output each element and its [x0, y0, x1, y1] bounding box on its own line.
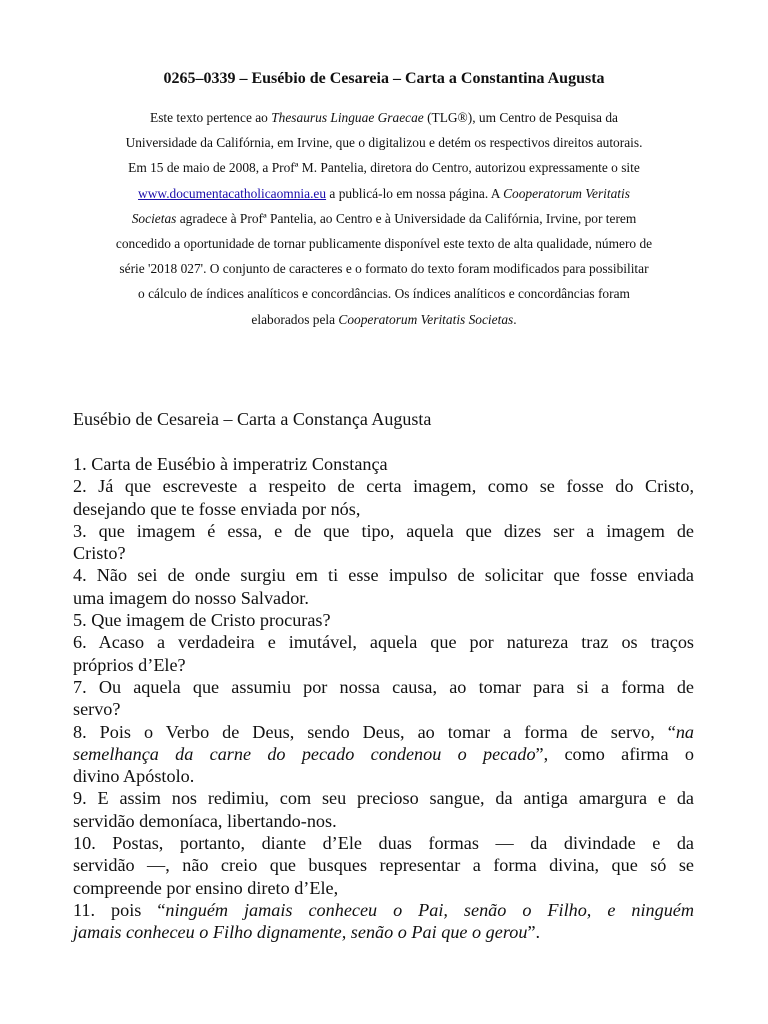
paragraph-3-line: Cristo?	[73, 543, 126, 564]
paragraph-6-line: 6. Acaso a verdadeira e imutável, aquela que por natureza traz os traços	[73, 632, 694, 653]
section-heading: Eusébio de Cesareia – Carta a Constança Augusta	[73, 409, 432, 429]
notice-line: série '2018 027'. O conjunto de caracteres e o formato do texto foram modificados para possibilitar	[119, 261, 649, 277]
notice-line: Este texto pertence ao Thesaurus Linguae Graecae (TLG®), um Centro de Pesquisa da	[150, 110, 618, 125]
notice-line: concedido a oportunidade de tornar publicamente disponível este texto de alta qualidade, número de	[115, 236, 653, 252]
paragraph-11-line: jamais conheceu o Filho dignamente, senão o Pai que o gerou”.	[73, 922, 541, 943]
paragraph-5: 5. Que imagem de Cristo procuras?	[73, 610, 331, 631]
paragraph-8-line: 8. Pois o Verbo de Deus, sendo Deus, ao tomar a forma de servo, “na	[73, 721, 694, 742]
paragraph-7-line: 7. Ou aquela que assumiu por nossa causa, ao tomar para si a forma de	[73, 676, 694, 697]
paragraph-9-line: servidão demoníaca, libertando-nos.	[73, 810, 337, 831]
document-title: 0265–0339 – Eusébio de Cesareia – Carta a Constantina Augusta	[163, 70, 605, 87]
notice-line: o cálculo de índices analíticos e concordâncias. Os índices analíticos e concordâncias foram	[138, 286, 630, 302]
copyright-notice	[64, 105, 704, 332]
letter-body	[73, 453, 694, 944]
paragraph-10-line: 10. Postas, portanto, diante d’Ele duas formas — da divindade e da	[73, 833, 694, 854]
notice-line: Universidade da Califórnia, em Irvine, que o digitalizou e detém os respectivos direitos autorais.	[125, 135, 643, 151]
paragraph-8-line: semelhança da carne do pecado condenou o pecado”, como afirma o	[73, 743, 695, 764]
paragraph-10-line: servidão —, não creio que busques representar a forma divina, que só se	[73, 855, 694, 876]
paragraph-4-line: uma imagem do nosso Salvador.	[73, 587, 309, 608]
paragraph-8-line: divino Apóstolo.	[73, 766, 195, 787]
paragraph-7-line: servo?	[73, 699, 121, 720]
paragraph-3-line: 3. que imagem é essa, e de que tipo, aquela que dizes ser a imagem de	[73, 520, 694, 541]
website-link[interactable]: www.documentacatholicaomnia.eu	[138, 185, 327, 201]
paragraph-6-line: próprios d’Ele?	[73, 654, 186, 675]
paragraph-1: 1. Carta de Eusébio à imperatriz Constança	[73, 454, 388, 474]
paragraph-2-line: desejando que te fosse enviada por nós,	[73, 498, 361, 519]
paragraph-11-line: 11. pois “ninguém jamais conheceu o Pai, senão o Filho, e ninguém	[73, 899, 694, 920]
notice-line: elaborados pela Cooperatorum Veritatis Societas.	[251, 311, 517, 327]
notice-line: Em 15 de maio de 2008, a Profª M. Pantelia, diretora do Centro, autorizou expressamente o site	[128, 160, 640, 176]
paragraph-4-line: 4. Não sei de onde surgiu em ti esse impulso de solicitar que fosse enviada	[73, 565, 694, 586]
paragraph-2-line: 2. Já que escreveste a respeito de certa imagem, como se fosse do Cristo,	[73, 476, 694, 497]
paragraph-10-line: compreende por ensino direto d’Ele,	[73, 877, 339, 898]
notice-line: www.documentacatholicaomnia.eu a publicá-lo em nossa página. A Cooperatorum Veritatis	[138, 185, 630, 201]
notice-line: Societas agradece à Profª Pantelia, ao Centro e à Universidade da Califórnia, Irvine, por terem	[131, 210, 637, 226]
paragraph-9-line: 9. E assim nos redimiu, com seu precioso sangue, da antiga amargura e da	[73, 788, 694, 809]
